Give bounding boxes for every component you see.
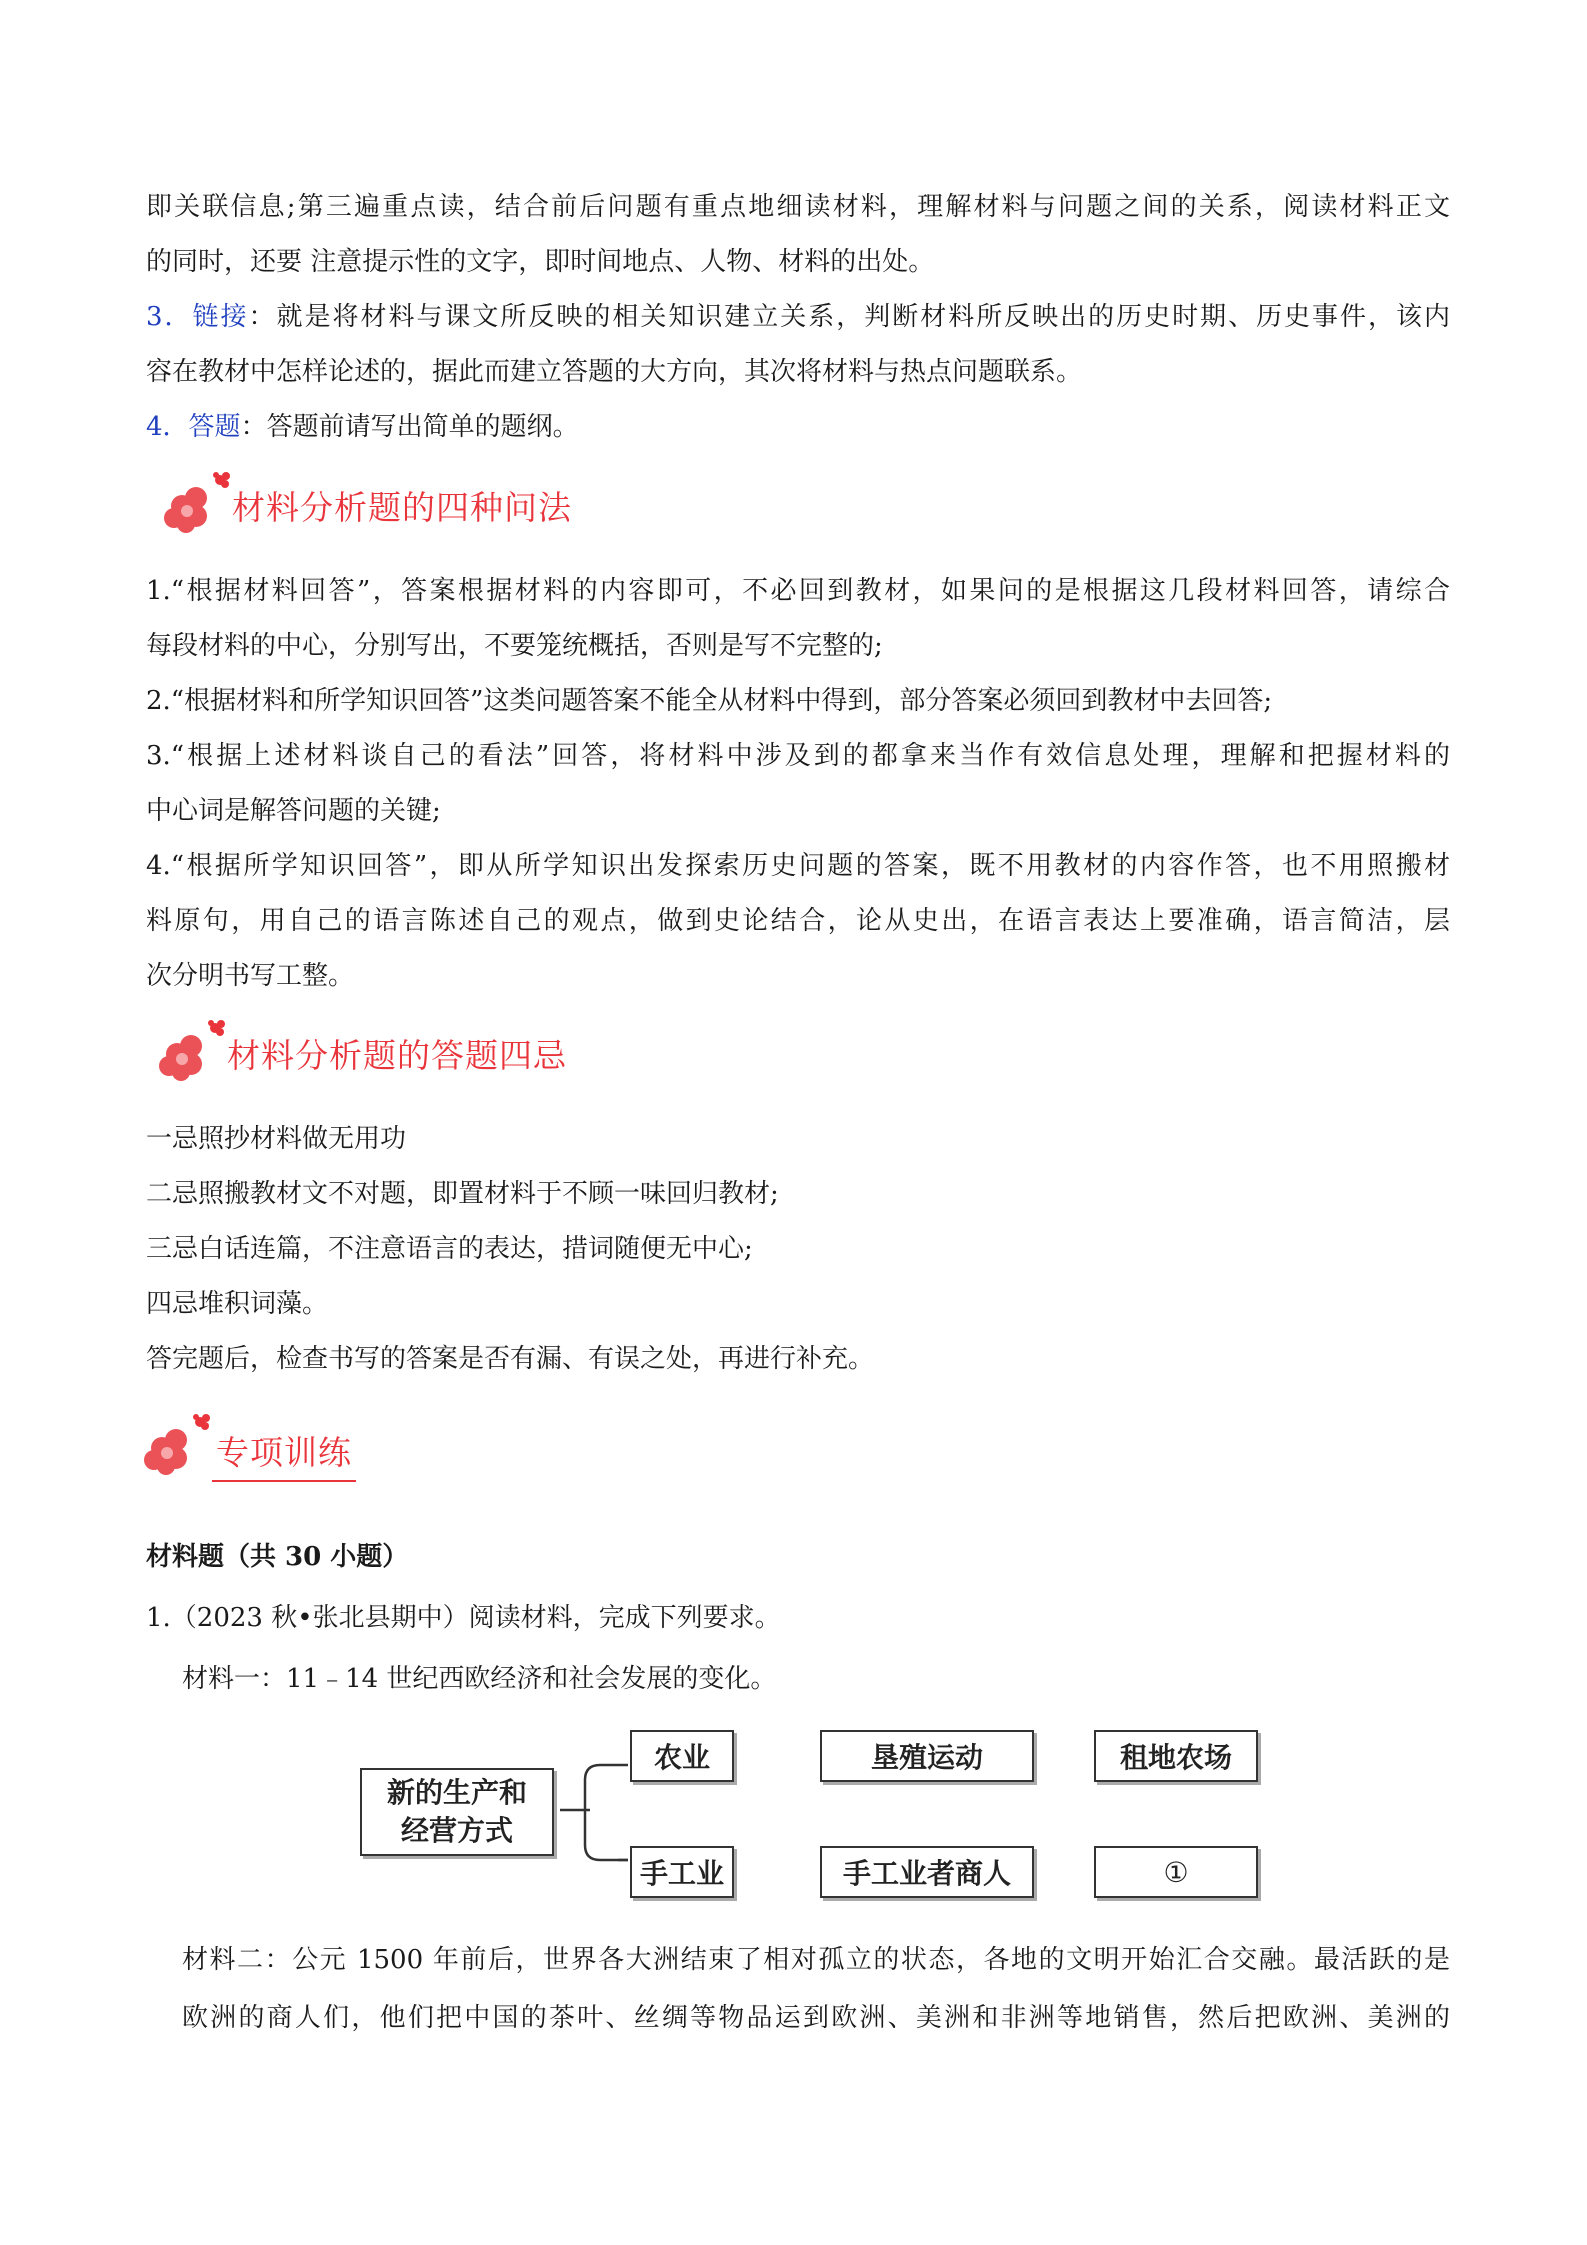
diagram-root-line-1: 新的生产和 <box>386 1776 527 1809</box>
step-3-label: 链接 <box>192 302 249 332</box>
red-flower-icon <box>140 1410 216 1484</box>
method-4-line-2: 料原句，用自己的语言陈述自己的观点，做到史论结合，论从史出，在语言表达上要准确，语言简洁，层 <box>146 906 1450 936</box>
method-3-line-1: 3.“根据上述材料谈自己的看法”回答，将材料中涉及到的都拿来当作有效信息处理，理解和把握材料的 <box>146 741 1450 771</box>
diagram-box-reclamation: 垦殖运动 <box>820 1730 1034 1782</box>
taboo-4: 四忌堆积词藻。 <box>146 1289 329 1319</box>
diagram-box-agriculture: 农业 <box>630 1730 734 1782</box>
step-4-number: 4． <box>146 412 189 442</box>
taboo-2: 二忌照搬教材文不对题，即置材料于不顾一味回归教材; <box>146 1179 779 1209</box>
intro-line-1: 即关联信息;第三遍重点读，结合前后问题有重点地细读材料，理解材料与问题之间的关系，阅读材料正文 <box>146 192 1450 222</box>
section-3-title: 专项训练 <box>212 1427 356 1482</box>
section-heading-four-question-types <box>160 468 572 542</box>
step-4-label: 答题 <box>188 412 241 442</box>
step-3-line-2: 容在教材中怎样论述的，据此而建立答题的大方向，其次将材料与热点问题联系。 <box>146 357 1083 387</box>
method-3-line-2: 中心词是解答问题的关键; <box>146 796 441 826</box>
taboo-closing: 答完题后，检查书写的答案是否有漏、有误之处，再进行补充。 <box>146 1344 875 1374</box>
method-4-line-1: 4.“根据所学知识回答”，即从所学知识出发探索历史问题的答案，既不用教材的内容作答，也不用照搬材 <box>146 851 1450 881</box>
step-3-text: ：就是将材料与课文所反映的相关知识建立关系，判断材料所反映出的历史时期、历史事件，该内 <box>248 302 1450 332</box>
diagram-box-handicraft: 手工业 <box>630 1846 734 1898</box>
material-1: 材料一：11﹣14 世纪西欧经济和社会发展的变化。 <box>182 1664 777 1694</box>
taboo-3: 三忌白话连篇，不注意语言的表达，措词随便无中心; <box>146 1234 753 1264</box>
section-heading-four-taboos <box>155 1016 567 1090</box>
method-1-line-1: 1.“根据材料回答”，答案根据材料的内容即可，不必回到教材，如果问的是根据这几段材料回答，请综合 <box>146 576 1450 606</box>
method-1-line-2: 每段材料的中心，分别写出，不要笼统概括，否则是写不完整的; <box>146 631 883 661</box>
intro-line-2: 的同时，还要 注意提示性的文字，即时间地点、人物、材料的出处。 <box>146 247 935 277</box>
diagram-root-line-2: 经营方式 <box>400 1814 513 1847</box>
question-set-heading: 材料题（共 30 小题） <box>146 1542 409 1572</box>
section-1-title: 材料分析题的四种问法 <box>232 487 572 527</box>
step-4-line <box>146 400 1450 455</box>
step-3-line-1 <box>146 290 1450 345</box>
taboo-1: 一忌照抄材料做无用功 <box>146 1124 407 1154</box>
diagram-root-box <box>360 1768 554 1856</box>
diagram-box-craftsmen-merchants: 手工业者商人 <box>820 1846 1034 1898</box>
material-2-line-1: 材料二：公元 1500 年前后，世界各大洲结束了相对孤立的状态，各地的文明开始汇合交融。最活跃的是 <box>182 1945 1450 1975</box>
step-4-text: ：答题前请写出简单的题纲。 <box>240 412 579 442</box>
step-3-number: 3． <box>146 302 193 332</box>
section-2-title: 材料分析题的答题四忌 <box>227 1035 567 1075</box>
question-1-stem: 1.（2023 秋•张北县期中）阅读材料，完成下列要求。 <box>146 1603 781 1633</box>
red-flower-icon <box>160 468 236 542</box>
diagram-box-blank-1: ① <box>1094 1846 1258 1898</box>
production-methods-diagram <box>360 1720 1260 1920</box>
red-flower-icon <box>155 1016 231 1090</box>
method-2-line-1: 2.“根据材料和所学知识回答”这类问题答案不能全从材料中得到，部分答案必须回到教材中去回答; <box>146 686 1273 716</box>
section-heading-special-training <box>140 1410 356 1484</box>
diagram-box-leased-farm: 租地农场 <box>1094 1730 1258 1782</box>
method-4-line-3: 次分明书写工整。 <box>146 961 355 991</box>
material-2-line-2: 欧洲的商人们，他们把中国的茶叶、丝绸等物品运到欧洲、美洲和非洲等地销售，然后把欧洲、美洲的 <box>182 2003 1450 2033</box>
